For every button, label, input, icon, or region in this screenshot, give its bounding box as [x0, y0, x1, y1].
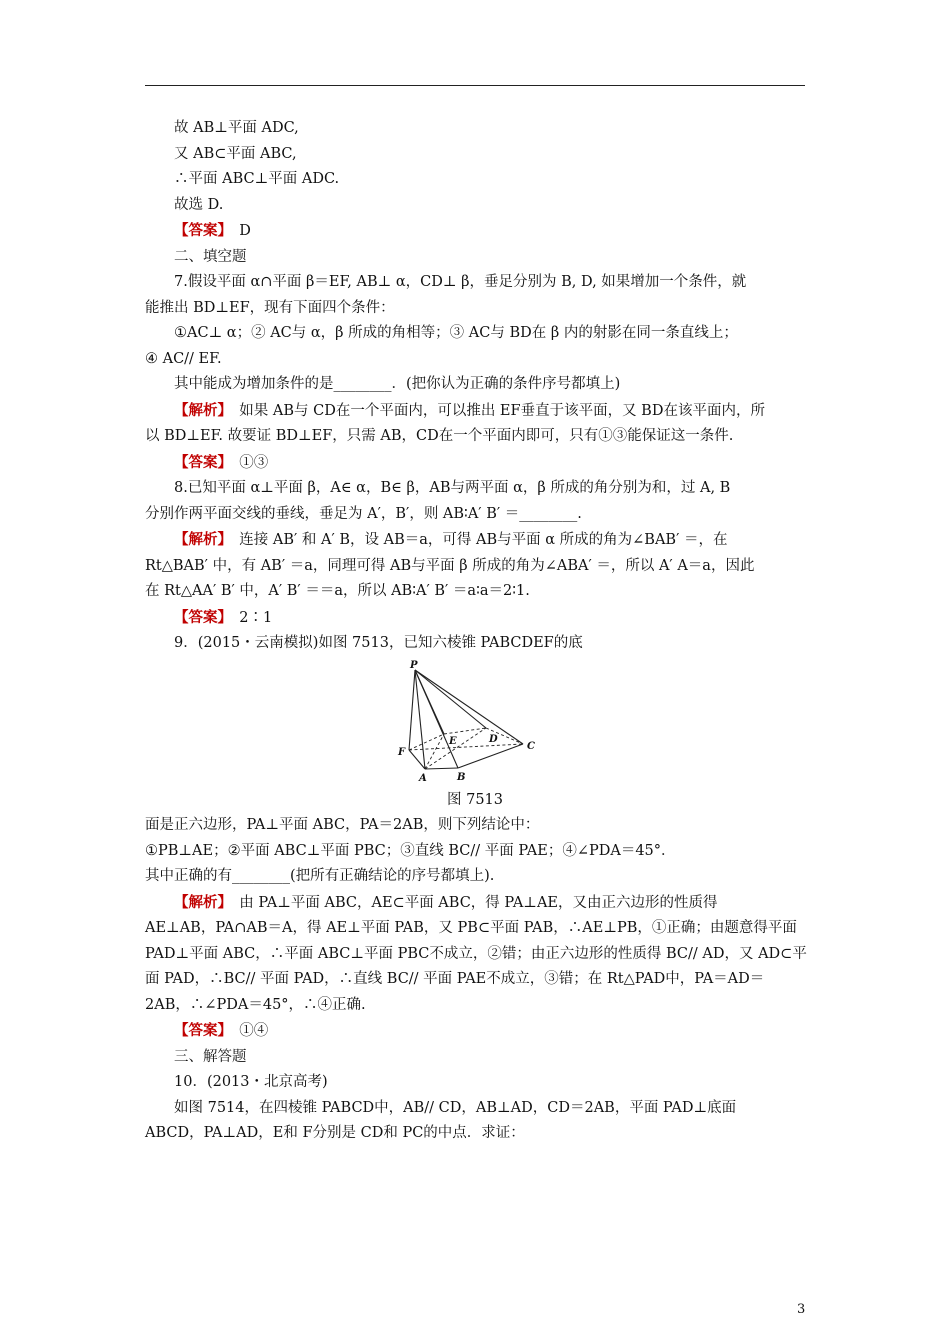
line-text: D — [224, 223, 251, 239]
label-d: D — [489, 733, 498, 745]
page-number: 3 — [797, 1302, 806, 1317]
text-line — [145, 967, 805, 993]
text-line — [145, 321, 805, 347]
line-text: 分别作两平面交线的垂线，垂足为 A′，B′，则 AB∶A′ B′ ＝________. — [145, 505, 582, 522]
line-text: Rt△BAB′ 中，有 AB′ ＝a，同理可得 AB与平面 β 所成的角为∠ABA′ ＝，所以 A′ A＝a，因此 — [145, 557, 755, 574]
line-text: 其中能成为增加条件的是________．(把你认为正确的条件序号都填上) — [174, 376, 621, 392]
text-line — [145, 347, 805, 373]
answer-tag: 【答案】 — [174, 222, 225, 239]
figure-7513 — [145, 660, 805, 788]
line-text: 故 AB⊥平面 ADC, — [174, 120, 299, 136]
line-text: 能推出 BD⊥EF，现有下面四个条件： — [145, 299, 395, 316]
line-text: 2AB，∴∠PDA＝45°，∴④正确. — [145, 996, 366, 1013]
text-line — [145, 450, 805, 477]
line-text: 面是正六边形，PA⊥平面 ABC，PA＝2AB，则下列结论中： — [145, 817, 540, 833]
label-f: F — [398, 746, 406, 758]
text-line — [145, 890, 805, 917]
line-text: 在 Rt△AA′ B′ 中，A′ B′ ＝＝a，所以 AB∶A′ B′ ＝a∶a＝2∶1. — [145, 583, 530, 599]
line-text: ①④ — [224, 1023, 269, 1039]
line-text: 面 PAD，∴BC// 平面 PAD，∴直线 BC// 平面 PAE不成立，③错；在 Rt△PAD中，PA＝AD＝ — [145, 971, 765, 987]
text-line — [145, 218, 805, 245]
answer-tag: 【答案】 — [174, 453, 225, 471]
text-line — [145, 424, 805, 450]
text-line — [145, 167, 805, 193]
text-line — [145, 864, 805, 890]
text-line — [145, 476, 805, 502]
answer-tag: 【解析】 — [174, 401, 225, 419]
line-text: 10．(2013・北京高考) — [174, 1074, 328, 1090]
line-text: 又 AB⊂平面 ABC, — [174, 145, 297, 162]
line-text: 故选 D. — [174, 196, 224, 213]
text-line — [145, 631, 805, 657]
text-line — [145, 942, 805, 968]
text-line — [145, 1018, 805, 1045]
text-block-2 — [145, 813, 805, 1147]
line-text: ①PB⊥AE；②平面 ABC⊥平面 PBC；③直线 BC// 平面 PAE；④∠PDA＝45°． — [145, 842, 676, 859]
answer-tag: 【答案】 — [174, 1022, 225, 1039]
text-line — [145, 1096, 805, 1122]
text-line — [145, 839, 805, 865]
label-a: A — [419, 772, 427, 784]
line-text: 三、解答题 — [174, 1048, 247, 1065]
text-block-1 — [145, 116, 805, 657]
text-line — [145, 1121, 805, 1147]
pyramid-diagram — [395, 660, 555, 784]
line-text: ABCD，PA⊥AD，E和 F分别是 CD和 PC的中点．求证： — [145, 1125, 525, 1141]
label-c: C — [527, 740, 535, 752]
line-text: PAD⊥平面 ABC，∴平面 ABC⊥平面 PBC不成立，②错；由正六边形的性质得 BC// AD，又 AD⊂平 — [145, 945, 807, 962]
answer-tag: 【解析】 — [174, 893, 225, 911]
text-line — [145, 502, 805, 528]
line-text: 8.已知平面 α⊥平面 β，A∈ α，B∈ β，AB与两平面 α，β 所成的角分别为和，过 A, B — [174, 480, 731, 496]
text-line — [145, 1070, 805, 1096]
answer-tag: 【解析】 — [174, 531, 225, 548]
text-line — [145, 193, 805, 219]
answer-tag: 【答案】 — [174, 608, 225, 626]
text-line — [145, 579, 805, 605]
line-text: 二、填空题 — [174, 248, 247, 265]
figure-caption: 图 7513 — [446, 791, 503, 808]
line-text: 由 PA⊥平面 ABC，AE⊂平面 ABC，得 PA⊥AE，又由正六边形的性质得 — [224, 894, 718, 911]
text-line — [145, 296, 805, 322]
line-text: 7.假设平面 α∩平面 β＝EF, AB⊥ α，CD⊥ β，垂足分别为 B, D, 如果增加一个条件，就 — [174, 274, 747, 290]
text-line — [145, 270, 805, 296]
line-text: 2∶1 — [224, 609, 273, 626]
line-text: 如果 AB与 CD在一个平面内，可以推出 EF垂直于该平面，又 BD在该平面内，所 — [224, 402, 765, 419]
text-line — [145, 993, 805, 1019]
line-text: AE⊥AB，PA∩AB＝A，得 AE⊥平面 PAB，又 PB⊂平面 PAB，∴AE⊥PB，①正确；由题意得平面 — [145, 920, 797, 936]
text-line — [145, 605, 805, 632]
line-text: ①AC⊥ α；② AC与 α，β 所成的角相等；③ AC与 BD在 β 内的射影在同一条直线上； — [174, 325, 738, 341]
line-text: ①③ — [224, 454, 269, 471]
line-text: 连接 AB′ 和 A′ B，设 AB＝a，可得 AB与平面 α 所成的角为∠BAB′ ＝，在 — [224, 532, 728, 548]
label-e: E — [449, 735, 457, 747]
text-line — [145, 142, 805, 168]
header-rule — [145, 85, 805, 86]
text-line — [145, 813, 805, 839]
text-line — [145, 372, 805, 398]
line-text: 如图 7514，在四棱锥 PABCD中，AB// CD，AB⊥AD，CD＝2AB，平面 PAD⊥底面 — [174, 1099, 737, 1116]
line-text: 9．(2015・云南模拟)如图 7513，已知六棱锥 PABCDEF的底 — [174, 635, 583, 651]
line-text: ∴平面 ABC⊥平面 ADC. — [174, 171, 340, 187]
line-text: 其中正确的有________(把所有正确结论的序号都填上). — [145, 868, 495, 884]
label-b: B — [457, 771, 466, 783]
text-line — [145, 1045, 805, 1071]
text-line — [145, 554, 805, 580]
text-line — [145, 916, 805, 942]
text-line — [145, 527, 805, 554]
line-text: ④ AC// EF. — [145, 350, 222, 367]
text-line — [145, 245, 805, 271]
label-p: P — [410, 659, 418, 671]
page-content — [145, 116, 805, 1147]
text-line — [145, 398, 805, 425]
text-line — [145, 116, 805, 142]
line-text: 以 BD⊥EF. 故要证 BD⊥EF，只需 AB，CD在一个平面内即可，只有①③能保证这一条件. — [145, 428, 734, 444]
